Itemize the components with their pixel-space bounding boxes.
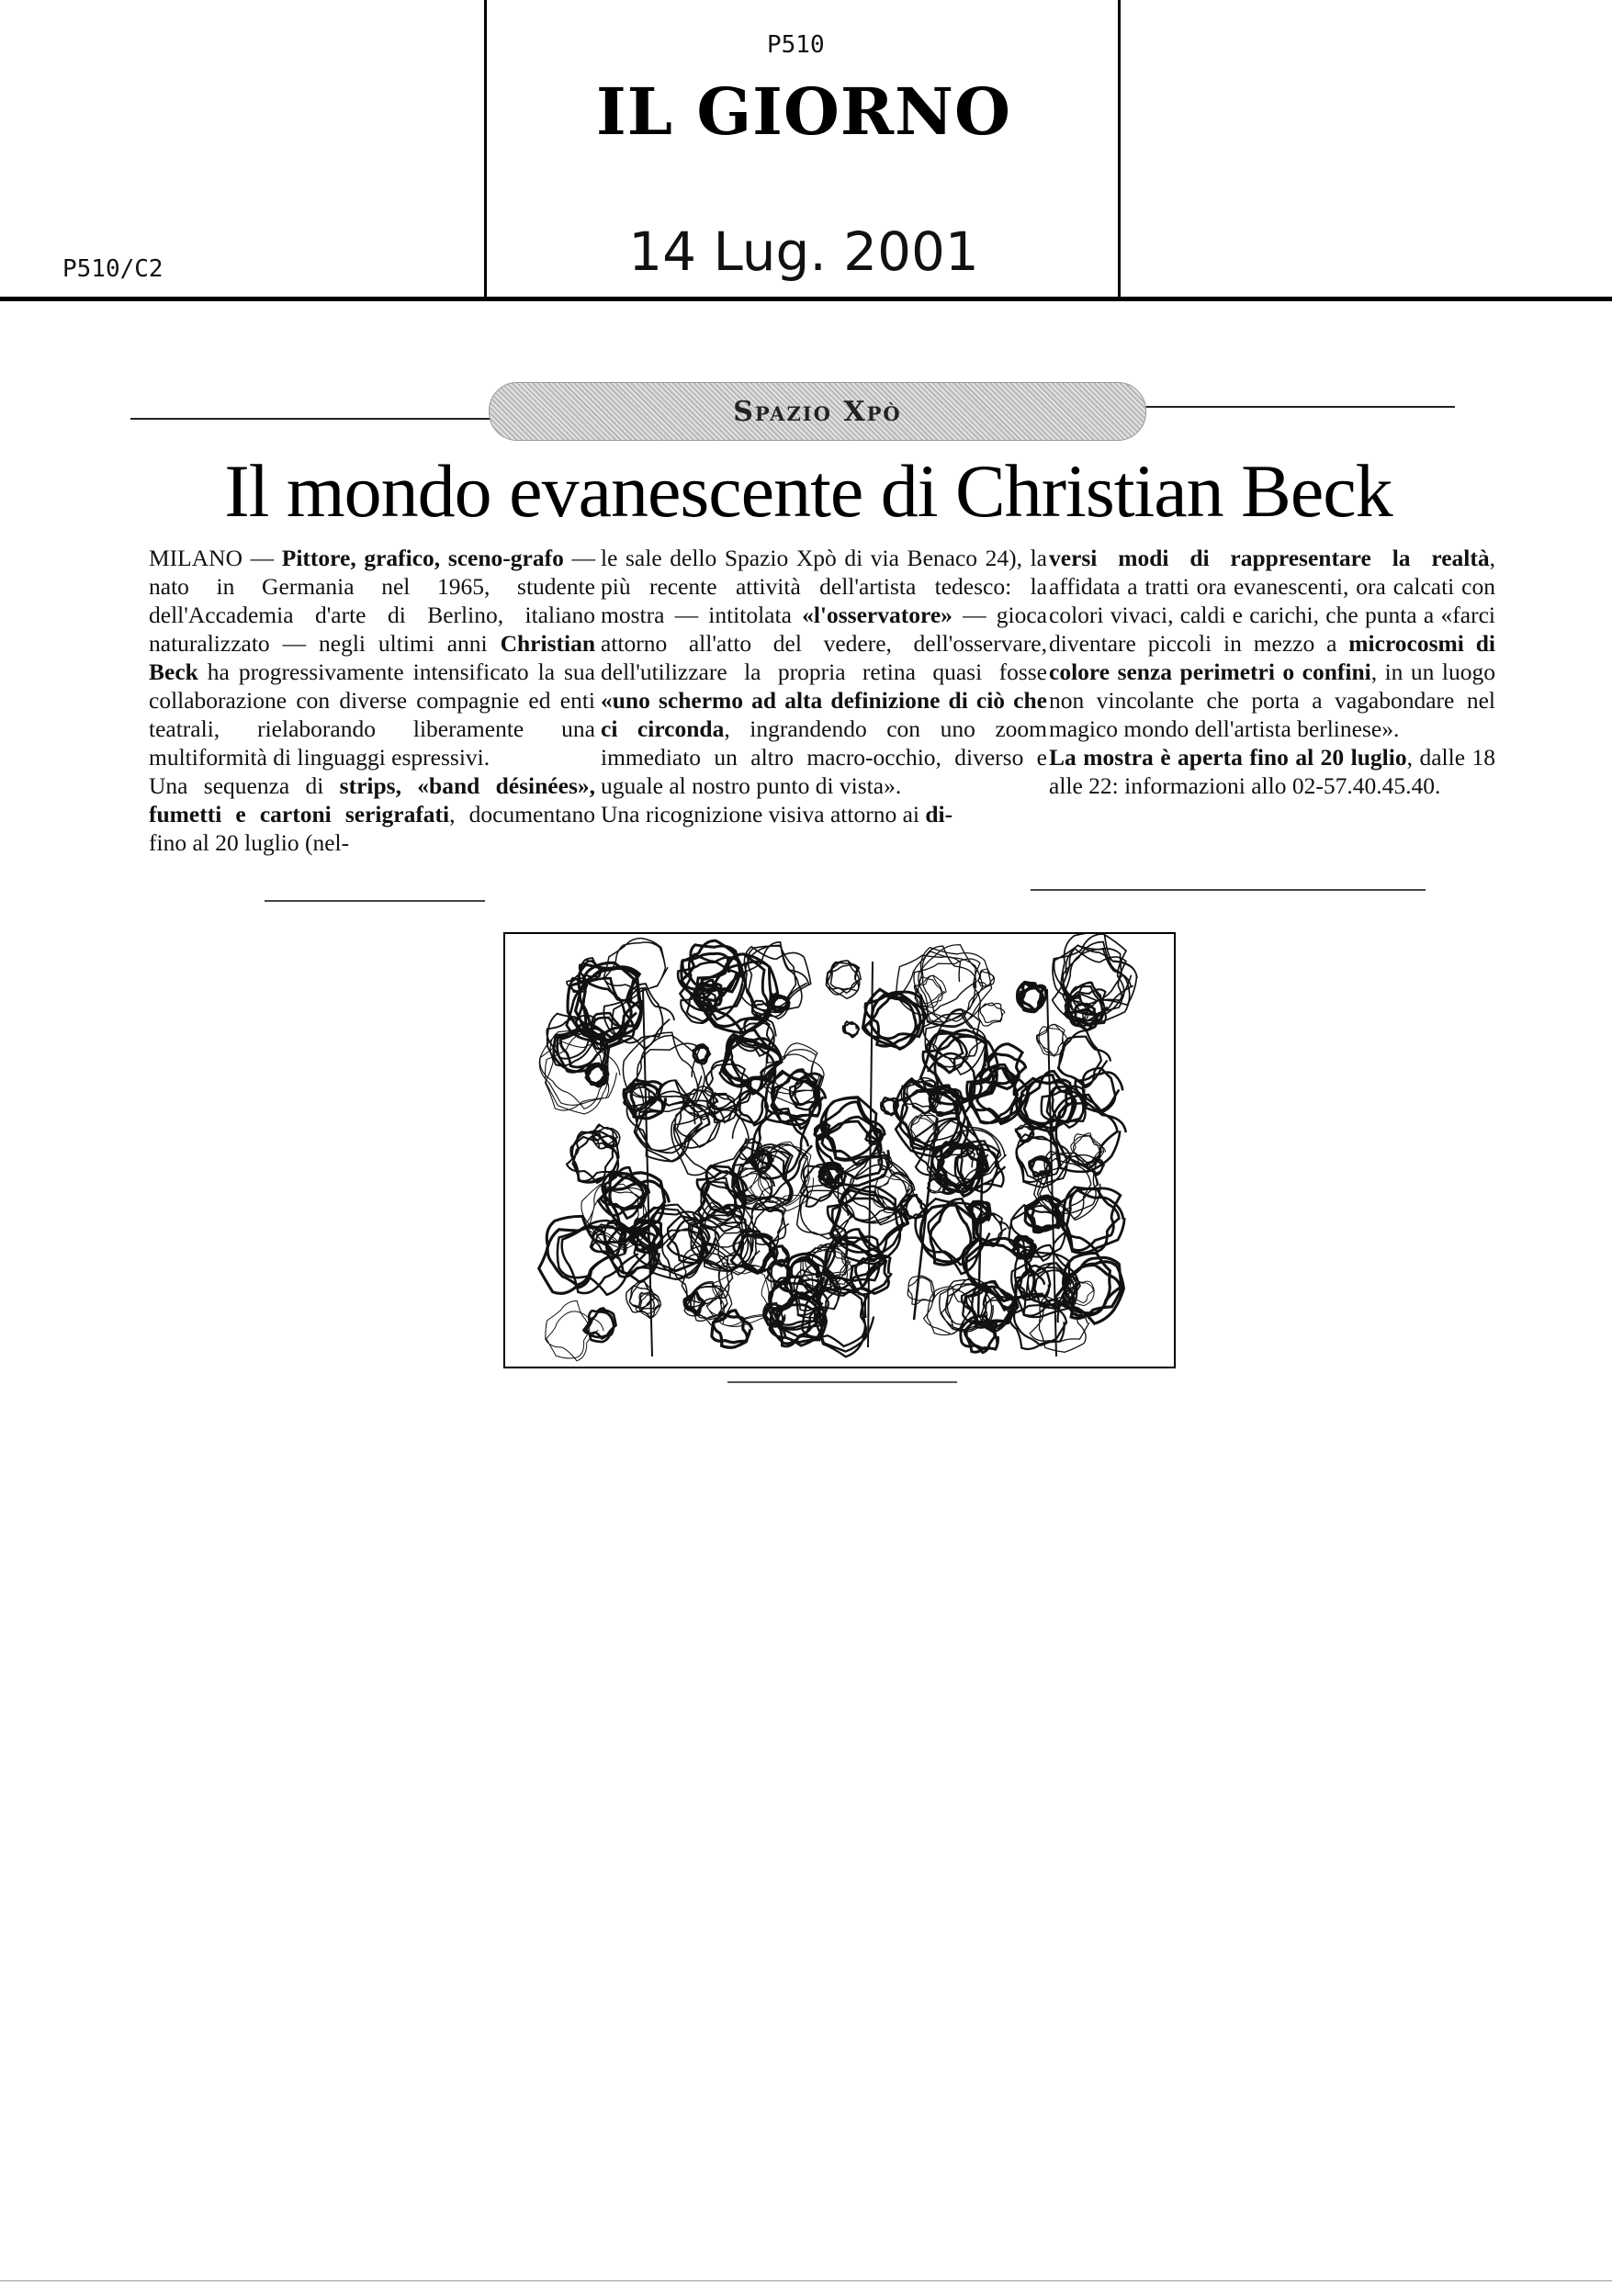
column-1-paragraph-1: [149, 544, 595, 771]
column-1-paragraph-2: [149, 771, 595, 857]
clipping-code-top: P510: [767, 31, 825, 59]
column-3-paragraph-2: [1049, 743, 1495, 800]
bold-run: microcosmi di colore senza perimetri o confini: [1049, 630, 1496, 685]
bold-run: «uno schermo ad alta definizione di ciò che ci circonda: [601, 687, 1047, 742]
text-run: le sale dello Spazio Xpò di via Benaco 24), la più recente attività dell'artista tedesco: la mostra — intitolata: [601, 545, 1047, 628]
header-bottom-rule: [0, 297, 1612, 301]
text-run: , dalle 18 alle 22: informazioni allo 02-57.40.45.40.: [1049, 744, 1496, 799]
bold-run: Christian Beck: [149, 630, 595, 685]
bold-run: La mostra è aperta fino al 20 luglio: [1049, 744, 1407, 771]
text-run: Una sequenza di: [149, 772, 340, 799]
text-run: , documentano fino al 20 luglio (nel-: [149, 801, 596, 856]
bold-run: «l'osservatore»: [802, 602, 953, 628]
article-column-2: [601, 544, 1047, 828]
text-run: , ingrandendo con uno zoom immediato un altro macro-occhio, diverso e uguale al nostro punto di vista».: [601, 715, 1047, 799]
article-column-1: [149, 544, 595, 857]
kicker-rule-right: [1143, 406, 1455, 408]
publication-date: 14 Lug. 2001: [628, 220, 979, 283]
bold-run: strips, «band désinées», fumetti e cartoni serigrafati: [149, 772, 595, 827]
text-run: Una ricognizione visiva attorno ai: [601, 801, 926, 827]
column-2-paragraph-2: [601, 800, 1047, 828]
illustration-under-rule: [727, 1381, 957, 1383]
clipping-code-left: P510/C2: [62, 255, 163, 283]
text-run: — gioca attorno all'atto del vedere, dell'osservare, dell'utilizzare la propria retina quasi fosse: [601, 602, 1047, 685]
kicker-rule-left: [130, 418, 490, 420]
section-kicker-label: Spazio Xpò: [733, 395, 902, 428]
text-run: MILANO —: [149, 545, 282, 571]
artwork-illustration: [503, 932, 1176, 1368]
article-column-3: [1049, 544, 1495, 800]
scan-edge-rule: [0, 2280, 1612, 2281]
column-2-end-rule: [1031, 889, 1426, 891]
newspaper-masthead: IL GIORNO: [596, 73, 1011, 150]
text-run: , affidata a tratti ora evanescenti, ora calcati con colori vivaci, caldi e carichi, che punta a «farci diventare piccoli in mezzo a: [1049, 545, 1495, 657]
bold-run: di-: [925, 801, 953, 827]
text-run: , in un luogo non vincolante che porta a vagabondare nel magico mondo dell'artista berlinese».: [1049, 658, 1495, 742]
article-headline: Il mondo evanescente di Christian Beck: [224, 449, 1392, 533]
column-2-paragraph-1: [601, 544, 1047, 800]
bold-run: versi modi di rappresentare la realtà: [1049, 545, 1490, 571]
text-run: — nato in Germania nel 1965, studente dell'Accademia d'arte di Berlino, italiano naturalizzato — negli ultimi anni: [149, 545, 596, 657]
column-3-paragraph-1: [1049, 544, 1495, 743]
section-kicker: [489, 382, 1146, 441]
scribble-artwork: [505, 934, 1174, 1367]
bold-run: Pittore, grafico, sceno-grafo: [281, 545, 564, 571]
text-run: ha progressivamente intensificato la sua collaborazione con diverse compagnie ed enti teatrali, rielaborando liberamente una multiformità di linguaggi espressivi.: [149, 658, 595, 771]
column-1-end-rule: [265, 900, 485, 902]
